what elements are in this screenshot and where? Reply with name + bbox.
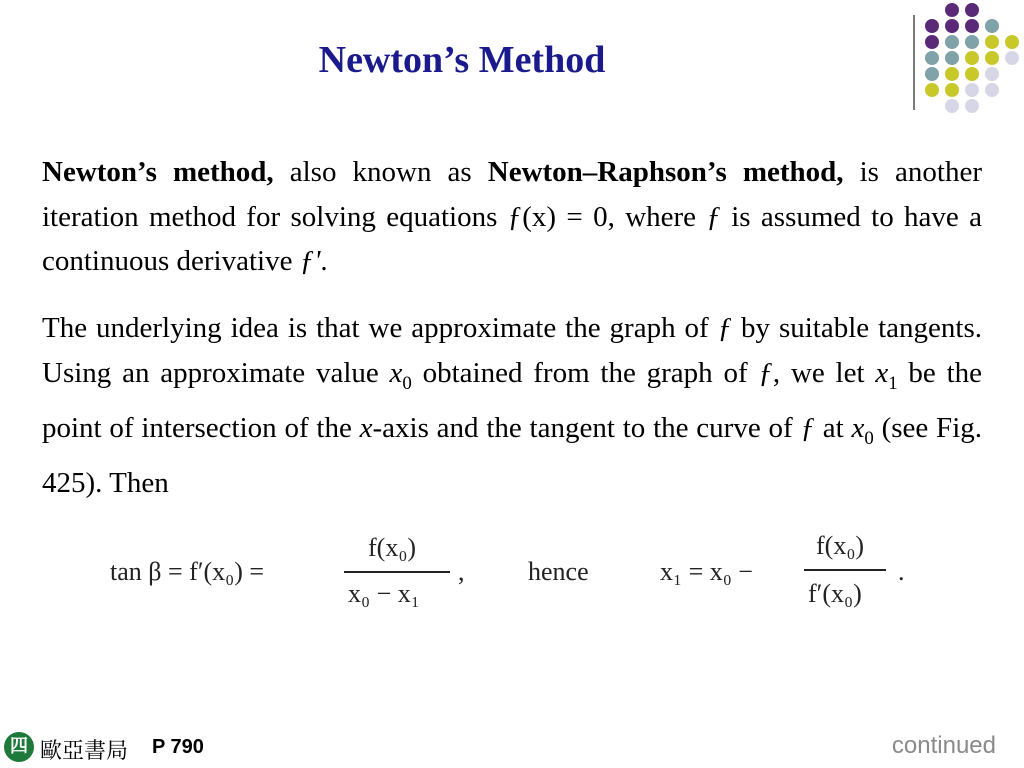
formula-denominator: x₀ − x₁ bbox=[348, 579, 420, 608]
text: . bbox=[320, 245, 328, 277]
decor-dot bbox=[985, 35, 999, 49]
decor-dot bbox=[945, 19, 959, 33]
symbol-f: ƒ bbox=[706, 200, 721, 233]
decor-dot bbox=[965, 3, 979, 17]
continued-label: continued bbox=[891, 732, 996, 759]
decor-dot bbox=[925, 83, 939, 97]
decor-dot bbox=[945, 35, 959, 49]
formula-numerator: f(x₀) bbox=[368, 533, 417, 562]
decor-dot bbox=[925, 51, 939, 65]
symbol-x1: x bbox=[875, 356, 889, 389]
text: , where bbox=[607, 200, 707, 233]
text: at bbox=[814, 411, 852, 444]
subscript: 0 bbox=[864, 427, 874, 449]
text: (see Fig. 425). Then bbox=[42, 411, 982, 500]
paragraph-idea bbox=[42, 306, 982, 506]
symbol-f: ƒ bbox=[800, 411, 815, 444]
subscript: 1 bbox=[888, 372, 898, 394]
text: be the point of intersection of the bbox=[42, 356, 982, 444]
decor-dot bbox=[925, 19, 939, 33]
decor-dot bbox=[945, 3, 959, 17]
fraction-bar bbox=[344, 571, 450, 573]
formula-lhs: tan β = f′(x₀) = bbox=[110, 557, 265, 586]
decor-dot bbox=[985, 51, 999, 65]
text: , we let bbox=[772, 356, 876, 389]
decor-dot bbox=[945, 99, 959, 113]
subscript: 0 bbox=[402, 372, 412, 394]
newton-formula bbox=[110, 525, 930, 625]
term-newton-raphson: Newton–Raphson’s method, bbox=[487, 156, 844, 188]
text: is assumed to have a continuous derivative bbox=[42, 200, 983, 277]
text: obtained from the graph of bbox=[411, 356, 759, 389]
decor-dot bbox=[985, 83, 999, 97]
decor-dot bbox=[965, 19, 979, 33]
symbol-f-prime: ƒ' bbox=[299, 245, 321, 277]
page-number: P 790 bbox=[152, 736, 204, 758]
formula-lhs2: x₁ = x₀ − bbox=[660, 557, 753, 586]
formula-denominator: f′(x₀) bbox=[808, 579, 862, 608]
decor-dot bbox=[945, 51, 959, 65]
publisher-logo-icon: 四 bbox=[4, 732, 34, 762]
decor-dot-grid bbox=[913, 3, 1024, 123]
formula-period: . bbox=[898, 557, 905, 586]
decor-dot bbox=[965, 83, 979, 97]
symbol-x0: x bbox=[851, 411, 865, 444]
symbol-x: x bbox=[359, 411, 373, 444]
symbol-f: ƒ bbox=[758, 356, 773, 389]
decor-dot bbox=[965, 99, 979, 113]
text: The underlying idea is that we approximate the graph of bbox=[42, 312, 718, 344]
formula-comma: , bbox=[458, 557, 465, 586]
decor-dot bbox=[965, 67, 979, 81]
decor-dot bbox=[985, 19, 999, 33]
decor-dot bbox=[1005, 51, 1019, 65]
text: -axis and the tangent to the curve of bbox=[372, 411, 801, 444]
text: by suitable tangents. Using an approximate value bbox=[42, 312, 982, 389]
publisher-name: 歐亞書局 bbox=[40, 739, 129, 764]
decor-dot bbox=[945, 83, 959, 97]
equation-inline: ƒ(x) = 0 bbox=[507, 200, 608, 233]
decor-dot bbox=[925, 67, 939, 81]
decor-dot bbox=[965, 35, 979, 49]
symbol-f: ƒ bbox=[717, 312, 733, 344]
formula-numerator: f(x₀) bbox=[816, 531, 865, 560]
slide-title: Newton’s Method bbox=[318, 39, 606, 81]
decor-dot bbox=[1005, 35, 1019, 49]
text: is another iteration method for solving equations bbox=[42, 156, 982, 233]
text: also known as bbox=[273, 156, 488, 188]
fraction-bar bbox=[804, 569, 886, 571]
symbol-x0: x bbox=[389, 356, 403, 389]
paragraph-definition bbox=[42, 150, 982, 284]
formula-hence: hence bbox=[528, 557, 589, 586]
decor-dot bbox=[945, 67, 959, 81]
decor-dot bbox=[985, 67, 999, 81]
decor-dot bbox=[965, 51, 979, 65]
term-newtons-method: Newton’s method, bbox=[42, 156, 274, 188]
decor-dot bbox=[925, 35, 939, 49]
